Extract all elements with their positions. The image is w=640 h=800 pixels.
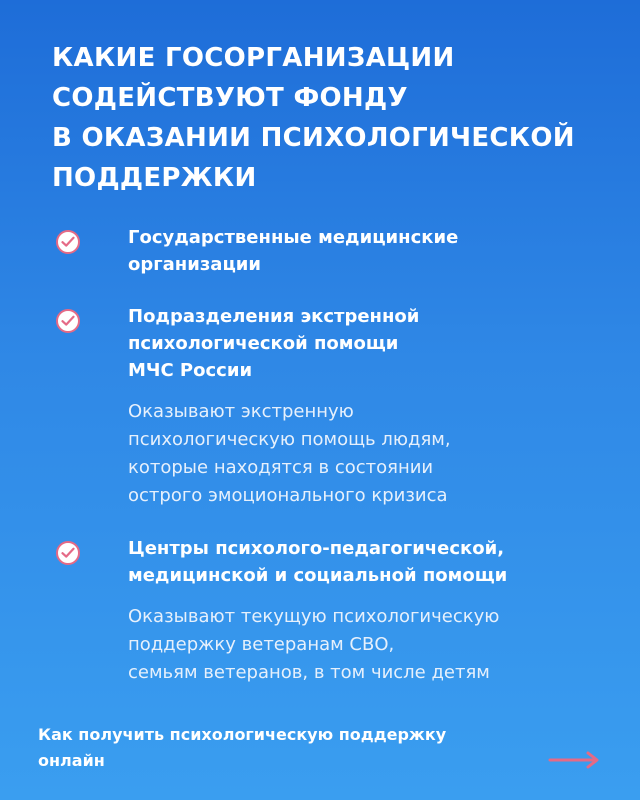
item-title-line: Государственные медицинские — [128, 227, 459, 248]
item-body — [128, 303, 608, 510]
item-title — [128, 224, 608, 278]
item-body — [128, 535, 608, 687]
check-circle-icon — [56, 541, 80, 565]
item-title — [128, 535, 608, 589]
footer-link[interactable] — [38, 722, 558, 774]
item-desc-line: которые находятся в состоянии — [128, 457, 434, 478]
title-line: В ОКАЗАНИИ ПСИХОЛОГИЧЕСКОЙ — [52, 123, 575, 153]
item-title-line: психологической помощи — [128, 333, 399, 354]
item-desc-line: Оказывают текущую психологическую — [128, 606, 500, 627]
item-title-line: медицинской и социальной помощи — [128, 565, 508, 586]
item-title-line: организации — [128, 254, 262, 275]
item-desc-line: острого эмоционального кризиса — [128, 485, 448, 506]
title-line: ПОДДЕРЖКИ — [52, 163, 257, 193]
check-circle-icon — [56, 230, 80, 254]
item-description — [128, 603, 608, 687]
item-title — [128, 303, 608, 384]
item-description — [128, 398, 608, 510]
footer-line: онлайн — [38, 751, 105, 770]
item-desc-line: Оказывают экстренную — [128, 401, 354, 422]
item-desc-line: семьям ветеранов, в том числе детям — [128, 662, 490, 683]
item-title-line: Центры психолого-педагогической, — [128, 538, 505, 559]
footer-line: Как получить психологическую поддержку — [38, 725, 447, 744]
item-title-line: Подразделения экстренной — [128, 306, 420, 327]
title-line: КАКИЕ ГОСОРГАНИЗАЦИИ — [52, 43, 455, 73]
item-desc-line: психологическую помощь людям, — [128, 429, 451, 450]
item-title-line: МЧС России — [128, 360, 253, 381]
title-line: СОДЕЙСТВУЮТ ФОНДУ — [52, 83, 408, 113]
arrow-right-icon[interactable] — [548, 750, 602, 770]
page-title — [52, 38, 612, 198]
check-circle-icon — [56, 309, 80, 333]
item-desc-line: поддержку ветеранам СВО, — [128, 634, 395, 655]
item-body — [128, 224, 608, 278]
